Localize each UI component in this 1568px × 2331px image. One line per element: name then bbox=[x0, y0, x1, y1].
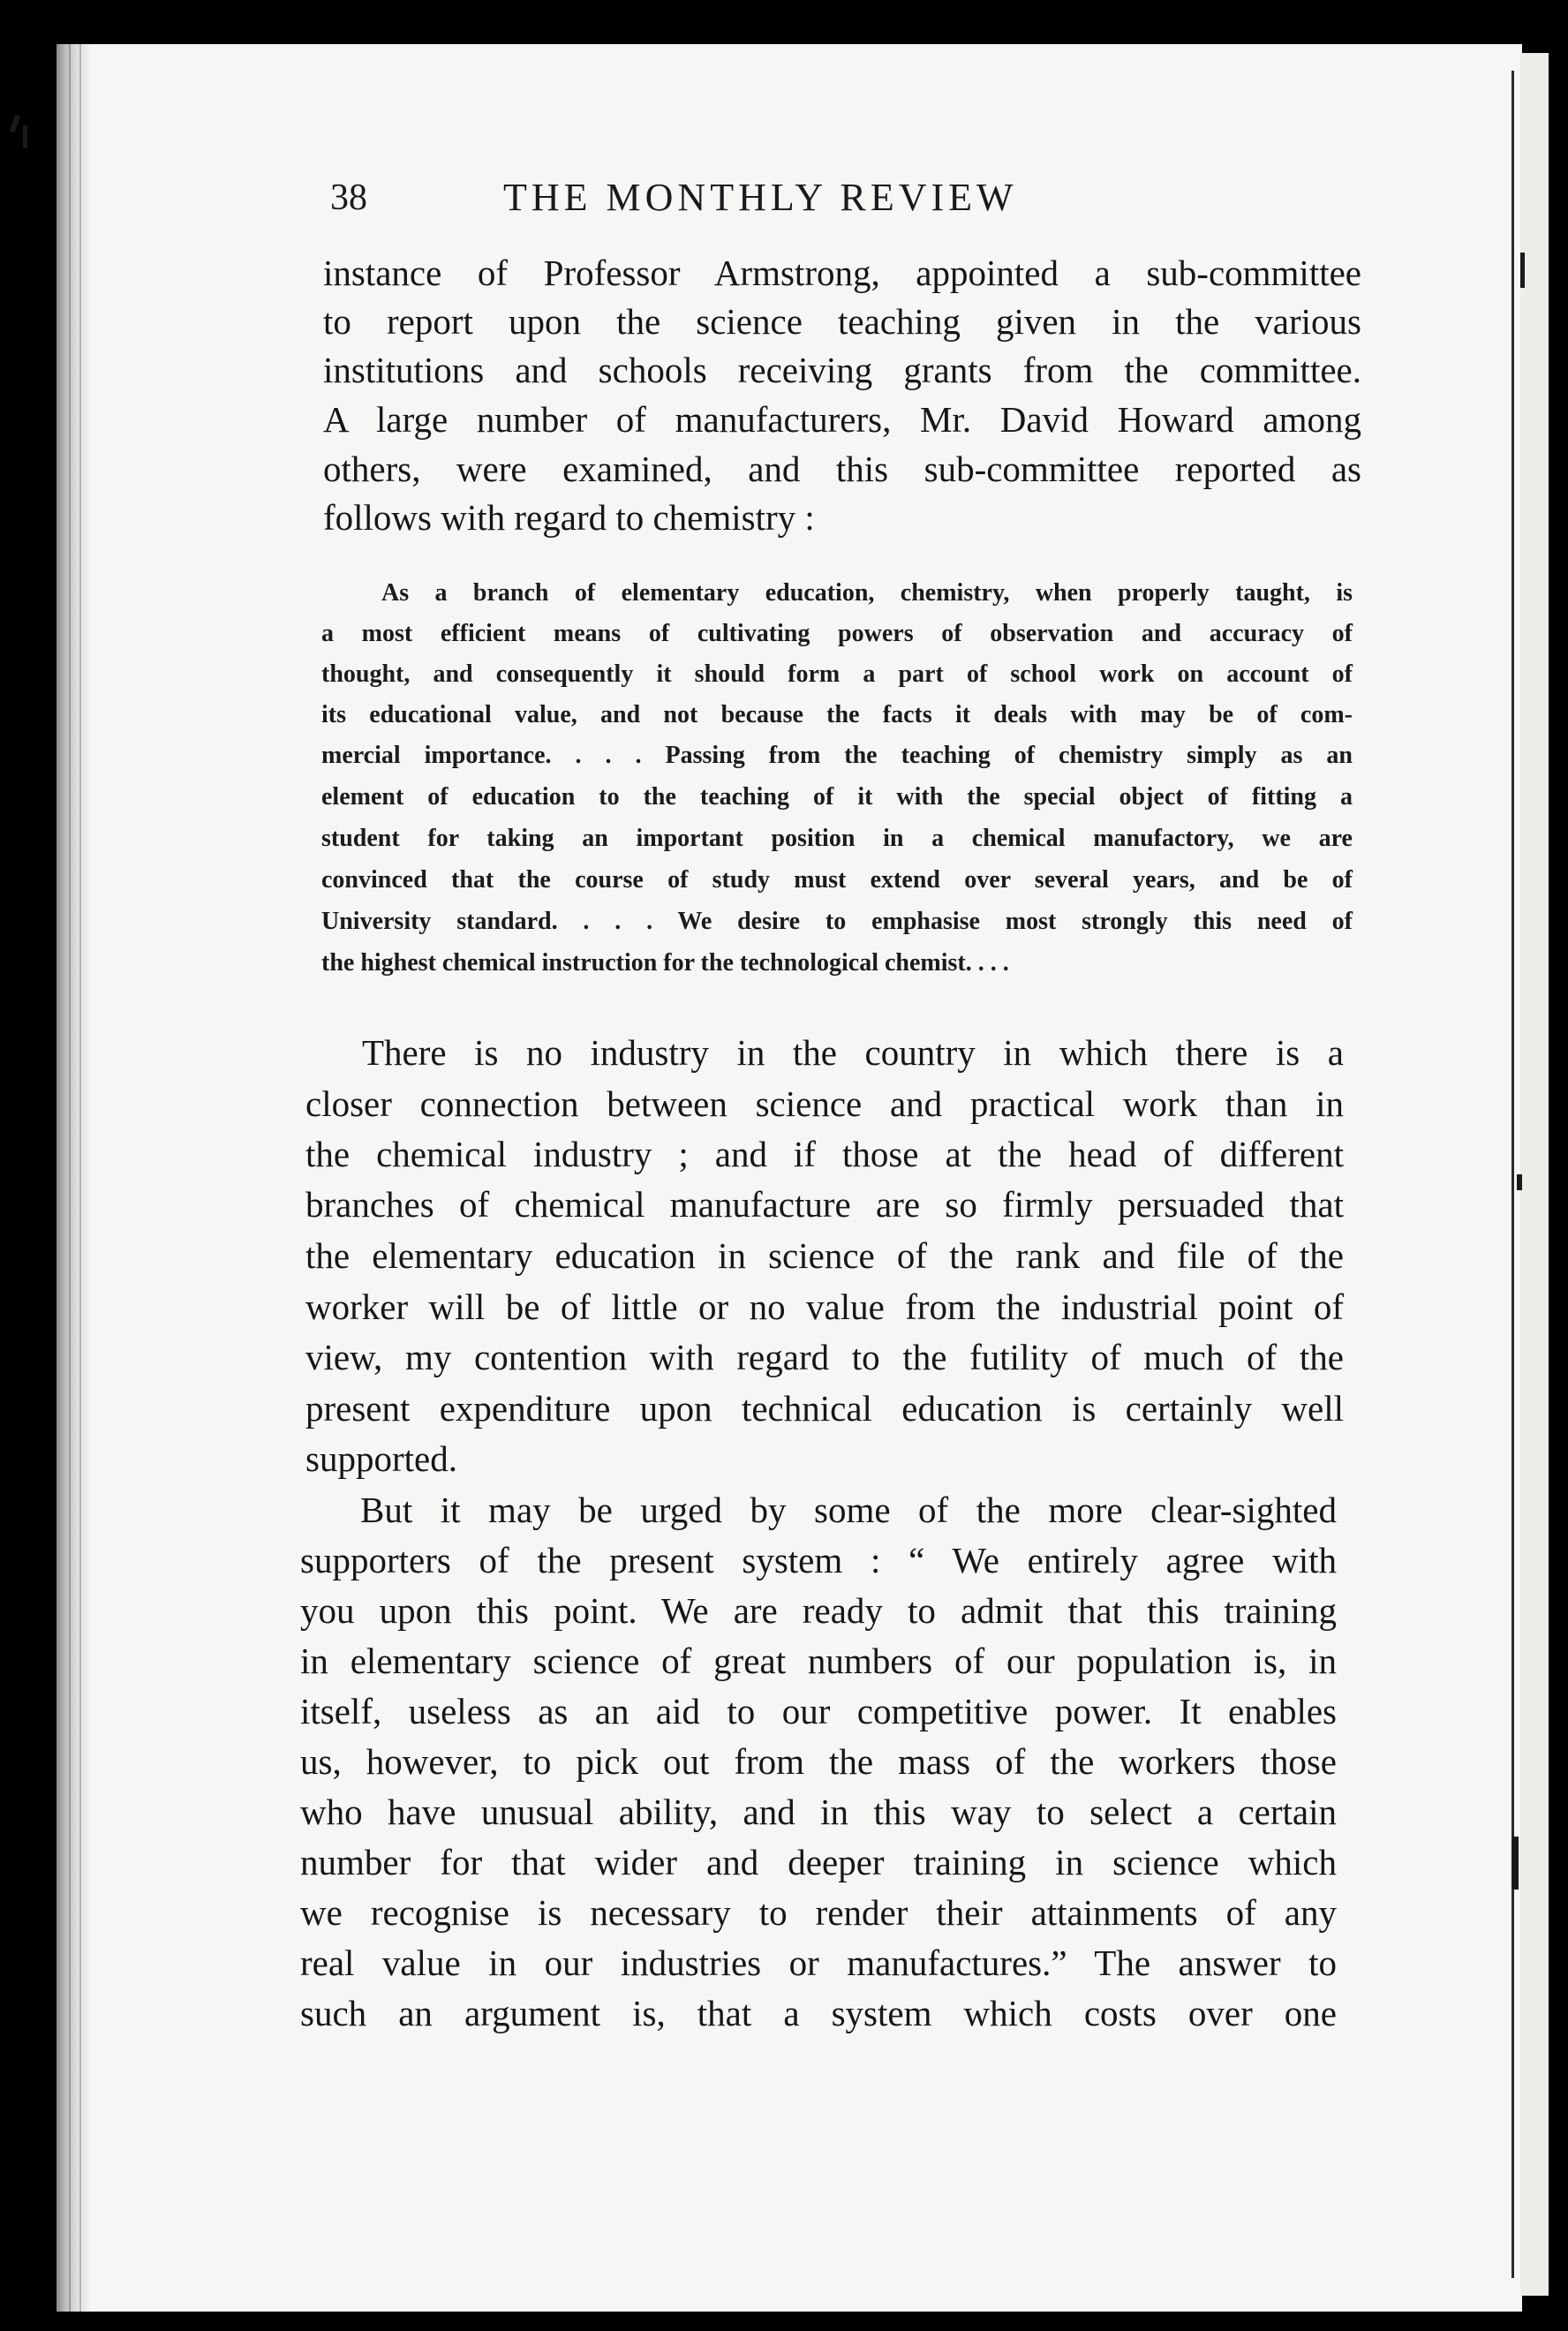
quote-line: its educational value, and not because the facts it deals with may be of com- bbox=[321, 701, 1353, 728]
text-line: branches of chemical manufacture are so firmly persuaded that bbox=[305, 1184, 1344, 1225]
scan-mark bbox=[1520, 253, 1525, 288]
text-line: present expenditure upon technical education is certainly well bbox=[305, 1388, 1344, 1429]
text-line: follows with regard to chemistry : bbox=[323, 497, 815, 538]
scan-mark bbox=[1517, 1174, 1522, 1190]
text-line: But it may be urged by some of the more clear-sighted bbox=[360, 1490, 1337, 1530]
scan-mark bbox=[23, 125, 27, 148]
scan-mark bbox=[1511, 1837, 1519, 1890]
text-line: institutions and schools receiving grants from the committee. bbox=[323, 350, 1361, 390]
scan-mark bbox=[10, 115, 20, 133]
quote-line: element of education to the teaching of it with the special object of fitting a bbox=[321, 783, 1353, 811]
quote-line: convinced that the course of study must extend over several years, and be of bbox=[321, 866, 1353, 894]
text-line: supporters of the present system : “ We entirely agree with bbox=[300, 1540, 1337, 1580]
next-page-edge bbox=[1520, 53, 1549, 2296]
quote-line: a most efficient means of cultivating powers of observation and accuracy of bbox=[321, 620, 1353, 647]
text-line: instance of Professor Armstrong, appointed a sub-committee bbox=[323, 253, 1361, 293]
quote-line: As a branch of elementary education, chemistry, when properly taught, is bbox=[381, 579, 1353, 607]
binding-shadow bbox=[57, 44, 92, 2312]
text-line: itself, useless as an aid to our competitive power. It enables bbox=[300, 1691, 1337, 1731]
quote-line: the highest chemical instruction for the technological chemist. . . . bbox=[321, 949, 1009, 977]
text-line: to report upon the science teaching given in the various bbox=[323, 301, 1361, 342]
text-line: others, were examined, and this sub-committee reported as bbox=[323, 449, 1361, 489]
quote-line: student for taking an important position in a chemical manufactory, we are bbox=[321, 825, 1353, 852]
quote-line: thought, and consequently it should form a part of school work on account of bbox=[321, 660, 1353, 688]
running-title: THE MONTHLY REVIEW bbox=[503, 176, 1018, 219]
text-line: number for that wider and deeper training in science which bbox=[300, 1842, 1337, 1882]
text-line: A large number of manufacturers, Mr. David Howard among bbox=[323, 399, 1361, 440]
text-line: view, my contention with regard to the futility of much of the bbox=[305, 1337, 1344, 1377]
text-line: us, however, to pick out from the mass of the workers those bbox=[300, 1741, 1337, 1782]
text-line: supported. bbox=[305, 1438, 457, 1479]
binding-line bbox=[69, 44, 71, 2312]
quote-line: University standard. . . . We desire to emphasise most strongly this need of bbox=[321, 908, 1353, 935]
text-line: the chemical industry ; and if those at the head of different bbox=[305, 1134, 1344, 1174]
page-edge-line bbox=[1511, 71, 1514, 2278]
binding-line bbox=[79, 44, 81, 2312]
text-line: you upon this point. We are ready to admit that this training bbox=[300, 1590, 1337, 1631]
running-head bbox=[330, 177, 1178, 226]
text-line: the elementary education in science of the rank and file of the bbox=[305, 1235, 1344, 1276]
text-line: in elementary science of great numbers of our population is, in bbox=[300, 1641, 1337, 1681]
quote-line: mercial importance. . . . Passing from the teaching of chemistry simply as an bbox=[321, 742, 1353, 769]
text-line: real value in our industries or manufactures.” The answer to bbox=[300, 1942, 1337, 1983]
text-line: such an argument is, that a system which costs over one bbox=[300, 1993, 1337, 2033]
text-line: we recognise is necessary to render their attainments of any bbox=[300, 1892, 1337, 1933]
page-number: 38 bbox=[330, 177, 367, 218]
text-line: closer connection between science and practical work than in bbox=[305, 1083, 1344, 1124]
text-line: worker will be of little or no value from the industrial point of bbox=[305, 1286, 1344, 1327]
text-line: who have unusual ability, and in this way to select a certain bbox=[300, 1792, 1337, 1832]
text-line: There is no industry in the country in which there is a bbox=[362, 1032, 1344, 1073]
